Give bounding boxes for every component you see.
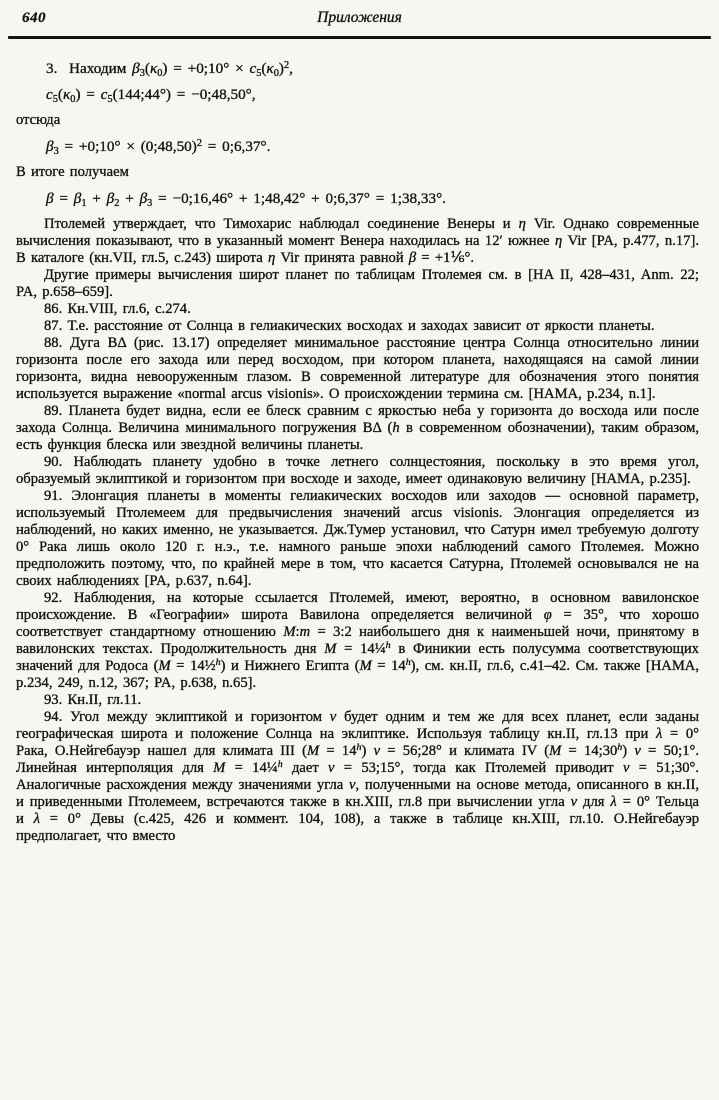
- formula-line: $\beta = \beta_1 + \beta_2 + \beta_3$ = −0;16,46° + 1;48,42° + 0;6,37° = 1;38,33°.: [46, 190, 446, 210]
- paragraph: 90. Наблюдать планету удобно в точке летнего солнцестояния, поскольку в это время угол, образуемый эклиптикой и горизонтом при восходе и заходе, имеет одинаковую величину [HAMA, p.235].: [16, 454, 699, 487]
- formula-line: $c_5(\kappa_0)$ = $c_5(144;44^\circ)$ = −0;48,50°,: [46, 86, 256, 106]
- formula-line: 3. Находим $\beta_3(\kappa_0)$ = +0;10° × $c_5(\kappa_0)^2$,: [46, 59, 293, 80]
- paragraph: 87. Т.е. расстояние от Солнца в гелиакических восходах и заходах зависит от яркости планеты.: [44, 318, 655, 334]
- paragraph: 92. Наблюдения, на которые ссылается Птолемей, имеют, вероятно, в основном вавилонское происхождение. В «Географии» широта Вавилона определяется величиной φ = 35°, что хорошо соответствует стандартному отношению M:m = 3:2 наибольшего дня к наименьшей ночи, принятому в вавилонских текстах. Продолжительность дня M = 14¼$^h$ в Финикии есть полусумма соответствующих значений для Родоса (M = 14½$^h$) и Нижнего Египта $(M = 14^h)$, см. кн.II, гл.6, с.41–42. См. также [HAMA, p.234, 249, n.12, 367; PA, p.638, n.65].: [16, 590, 699, 691]
- formula-line: $\beta_3$ = +0;10° × (0;48,50)$^2$ = 0;6,37°.: [46, 137, 271, 158]
- paragraph: 93. Кн.II, гл.11.: [44, 692, 142, 708]
- page-body: [0, 39, 719, 845]
- running-title: Приложения: [317, 9, 402, 26]
- text-line: В итоге получаем: [16, 164, 129, 180]
- paragraph: Птолемей утверждает, что Тимохарис наблюдал соединение Венеры и η Vir. Однако современные вычисления показывают, что в указанный момент Венера находилась на 12′ южнее η Vir [PA, p.477, n.17]. В каталоге (кн.VII, гл.5, с.243) широта η Vir принята равной β = +1⅙°.: [16, 216, 699, 266]
- text-line: отсюда: [16, 112, 61, 128]
- page-header: [0, 0, 719, 31]
- paragraph: Другие примеры вычисления широт планет по таблицам Птолемея см. в [HA II, 428–431, Anm. 22; PA, p.658–659].: [16, 267, 699, 300]
- paragraph: 94. Угол между эклиптикой и горизонтом ν будет одним и тем же для всех планет, если заданы географическая широта и положение Солнца на эклиптике. Используя таблицу кн.II, гл.13 при λ = 0° Рака, О.Нейгебауэр нашел для климата III $(M = 14^h)$ ν = 56;28° и климата IV $(M = 14;30^h)$ ν = 50;1°. Линейная интерполяция для M = 14¼$^h$ дает ν = 53;15°, тогда как Птолемей приводит ν = 51;30°. Аналогичные расхождения между значениями угла ν, полученными на основе метода, описанного в кн.II, и приведенными Птолемеем, встречаются также в кн.XIII, гл.8 при вычислении угла ν для λ = 0° Тельца и λ = 0° Девы (с.425, 426 и коммент. 104, 108), а также в таблице кн.XIII, гл.10. О.Нейгебауэр предполагает, что вместо: [16, 709, 700, 844]
- paragraph: 88. Дуга ВΔ (рис. 13.17) определяет минимальное расстояние центра Солнца относительно линии горизонта после его захода или перед восходом, при котором планета, находящаяся на самой линии горизонта, видна невооруженным глазом. В современной литературе для обозначения этого понятия используется выражение «normal arcus visionis». О происхождении термина см. [HAMA, p.234, n.1].: [16, 335, 699, 402]
- page-number: 640: [22, 10, 46, 26]
- paragraph: 89. Планета будет видна, если ее блеск сравним с яркостью неба у горизонта до восхода или после захода Солнца. Величина минимального погружения ВΔ (h в современном обозначении), таким образом, есть функция блеска или звездной величины планеты.: [16, 403, 700, 453]
- paragraph: 91. Элонгация планеты в моменты гелиакических восходов или заходов — основной параметр, используемый Птолемеем для предвычисления значений arcus visionis. Элонгация определяется из наблюдений, но каких именно, не указывается. Дж.Тумер установил, что Сатурн имел требуемую долготу 0° Рака лишь около 120 г. н.э., т.е. намного раньше эпохи наблюдений самого Птолемея. Можно предположить поэтому, что, по крайней мере в том, что касается Сатурна, Птолемей основывался не на своих наблюдениях [PA, p.637, n.64].: [16, 488, 699, 589]
- paragraph: 86. Кн.VIII, гл.6, с.274.: [44, 301, 191, 317]
